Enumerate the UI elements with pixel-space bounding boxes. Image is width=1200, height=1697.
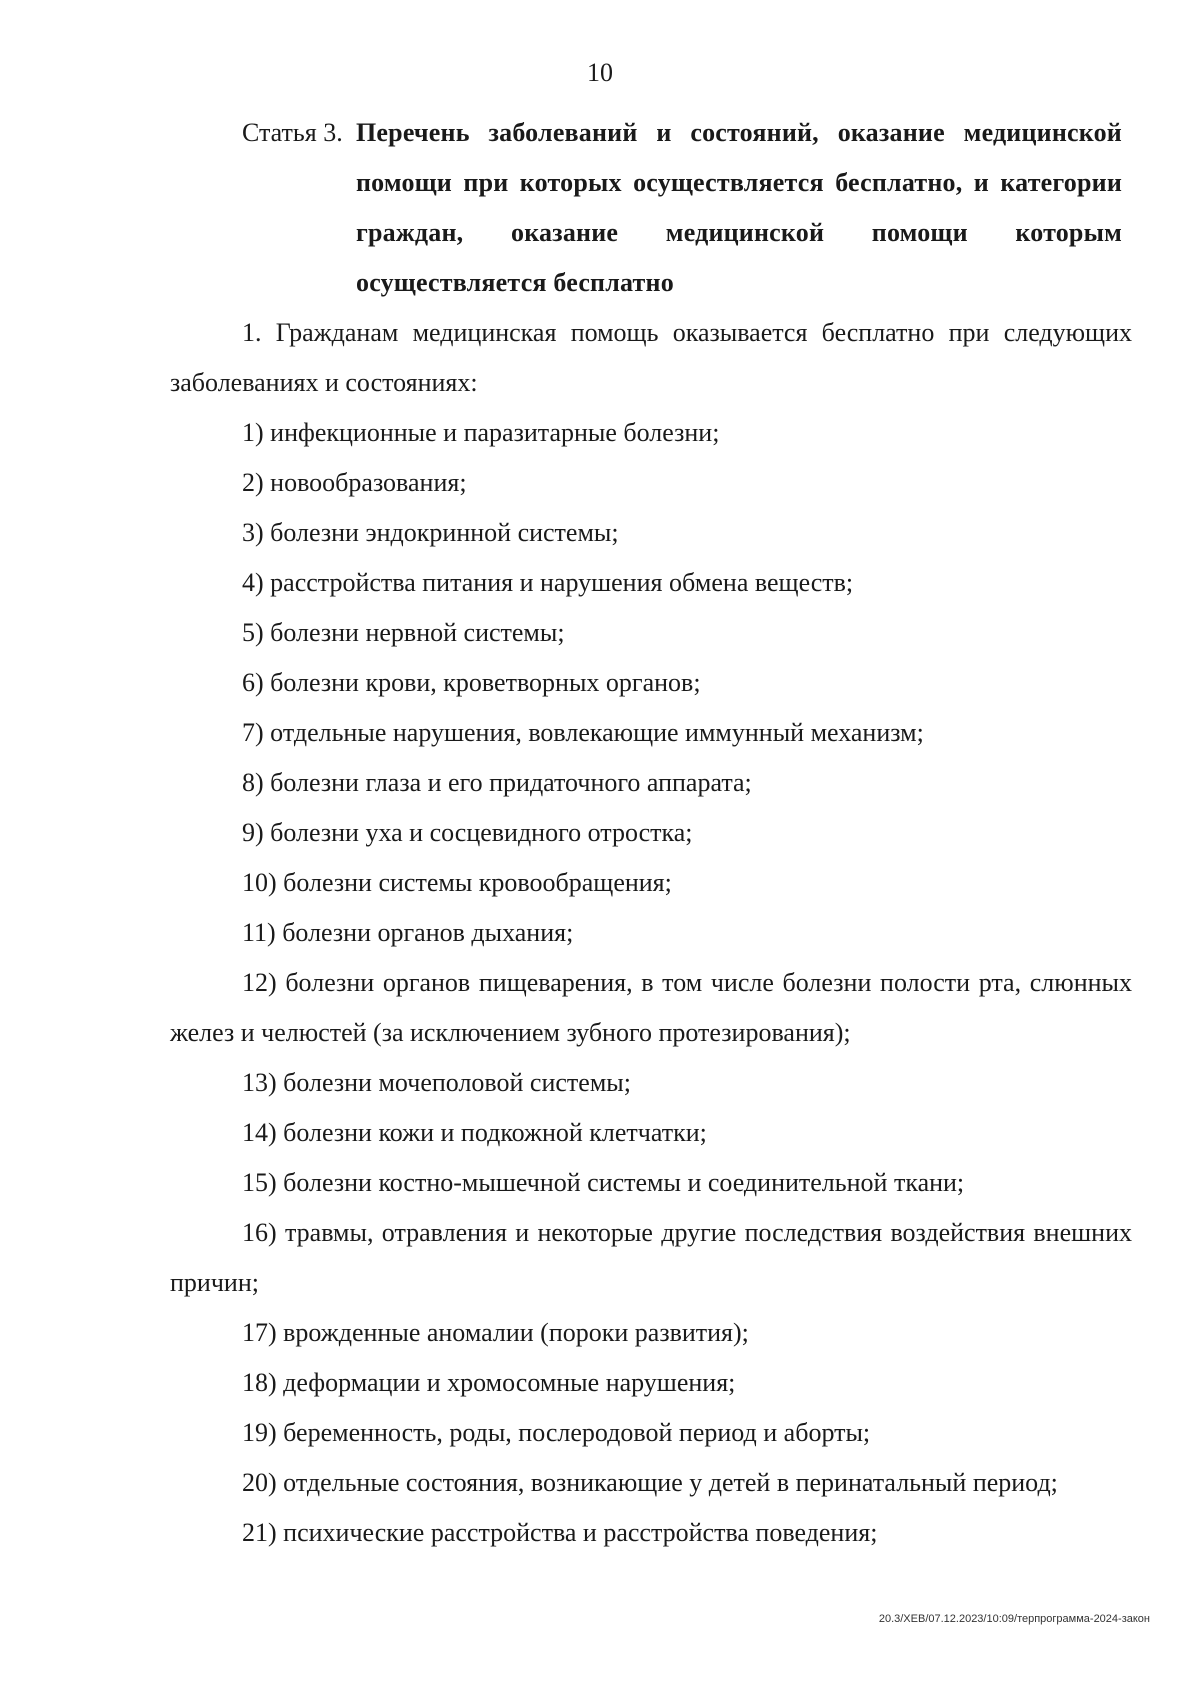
intro-paragraph: 1. Гражданам медицинская помощь оказывается бесплатно при следующих заболеваниях и состояниях:: [170, 318, 1132, 397]
list-item: 12) болезни органов пищеварения, в том числе болезни полости рта, слюнных желез и челюстей (за исключением зубного протезирования);: [170, 968, 1132, 1047]
footer-stamp: 20.3/ХЕВ/07.12.2023/10:09/терпрограмма-2024-закон: [878, 1613, 1150, 1625]
list-item: 3) болезни эндокринной системы;: [242, 518, 619, 547]
list-item: 15) болезни костно-мышечной системы и соединительной ткани;: [242, 1168, 965, 1197]
list-item: 4) расстройства питания и нарушения обмена веществ;: [242, 568, 854, 597]
list-item: 18) деформации и хромосомные нарушения;: [242, 1368, 736, 1397]
article-prefix: Статья 3.: [242, 118, 343, 147]
list-item: 6) болезни крови, кроветворных органов;: [242, 668, 701, 697]
list-item: 1) инфекционные и паразитарные болезни;: [242, 418, 720, 447]
list-item: 14) болезни кожи и подкожной клетчатки;: [242, 1118, 707, 1147]
list-item: 9) болезни уха и сосцевидного отростка;: [242, 818, 693, 847]
list-item: 8) болезни глаза и его придаточного аппарата;: [242, 768, 752, 797]
list-item: 17) врожденные аномалии (пороки развития);: [242, 1318, 749, 1347]
list-item: 16) травмы, отравления и некоторые другие последствия воздействия внешних причин;: [170, 1218, 1132, 1297]
list-item: 2) новообразования;: [242, 468, 467, 497]
article-title: Перечень заболеваний и состояний, оказание медицинской помощи при которых осуществляется бесплатно, и категории граждан, оказание медицинской помощи которым осуществляется бесплатно: [356, 118, 1122, 297]
page-number: 10: [587, 58, 613, 87]
list-item: 10) болезни системы кровообращения;: [242, 868, 672, 897]
list-item: 13) болезни мочеполовой системы;: [242, 1068, 631, 1097]
list-item: 20) отдельные состояния, возникающие у детей в перинатальный период;: [242, 1468, 1058, 1497]
list-item: 19) беременность, роды, послеродовой период и аборты;: [242, 1418, 871, 1447]
document-body: [170, 308, 1132, 1558]
list-item: 21) психические расстройства и расстройства поведения;: [242, 1518, 878, 1547]
list-item: 7) отдельные нарушения, вовлекающие иммунный механизм;: [242, 718, 924, 747]
list-item: 11) болезни органов дыхания;: [242, 918, 574, 947]
article-heading: [242, 108, 1122, 308]
list-item: 5) болезни нервной системы;: [242, 618, 565, 647]
